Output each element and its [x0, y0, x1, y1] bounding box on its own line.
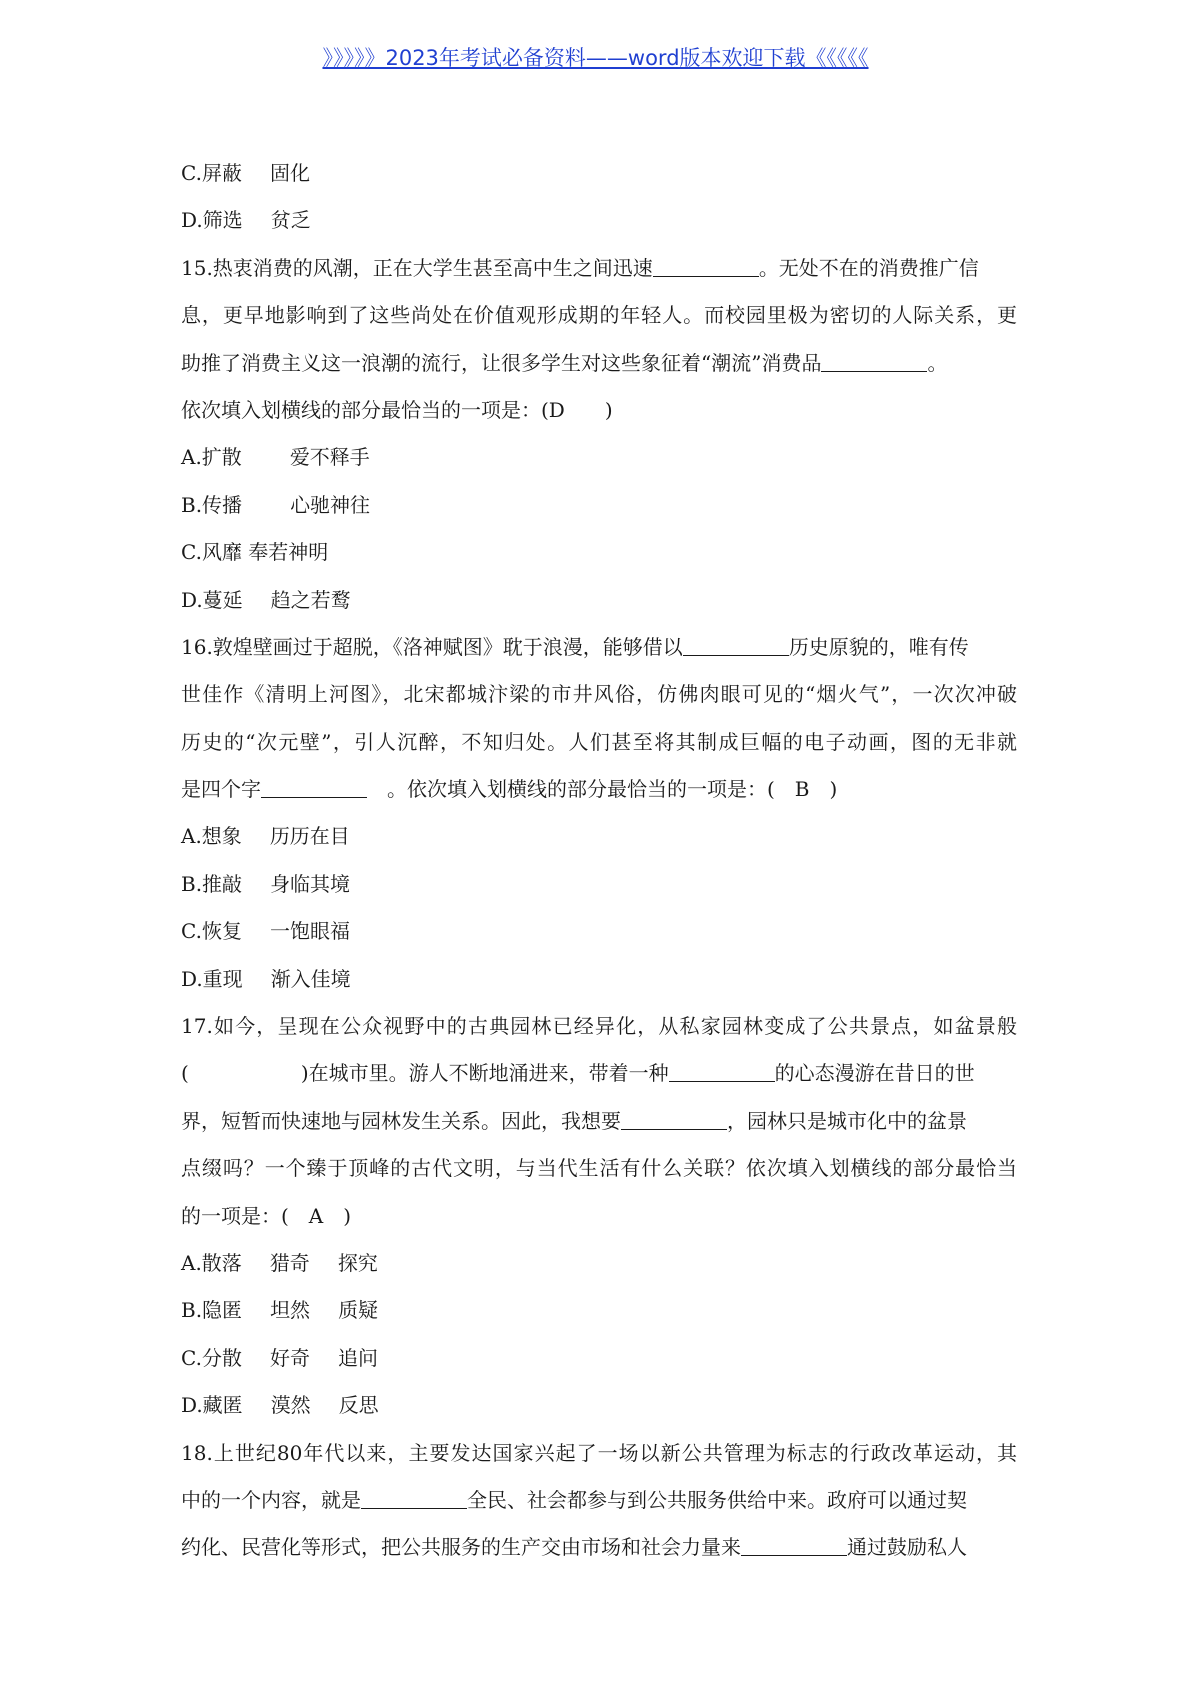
q17-answer-prompt: 的一项是：( A ) — [181, 1203, 352, 1228]
option-text: 贫乏 — [270, 208, 311, 233]
q14-option-c — [181, 150, 1017, 197]
fill-blank — [261, 775, 367, 798]
q18-line-3: 约化、民营化等形式，把公共服务的生产交由市场和社会力量来 通过鼓励私人 — [181, 1535, 967, 1560]
document-body — [181, 150, 1017, 1572]
fill-blank — [621, 1107, 727, 1130]
fill-blank — [821, 349, 927, 372]
fill-blank — [669, 1059, 775, 1082]
q16-line-3: 历史的“次元壁”，引人沉醉，不知归处。人们甚至将其制成巨幅的电子动画，图的无非就 — [181, 729, 1017, 754]
q17-line-2: ( )在城市里。游人不断地涌进来，带着一种 的心态漫游在昔日的世 — [181, 1061, 975, 1086]
q16-option-b: B.推敲 身临其境 — [181, 871, 351, 896]
q15-option-d: D.蔓延 趋之若鹜 — [181, 587, 351, 612]
q18-line-2: 中的一个内容，就是 全民、社会都参与到公共服务供给中来。政府可以通过契 — [181, 1487, 967, 1512]
q17-option-a: A.散落 猎奇 探究 — [181, 1250, 378, 1275]
fill-blank — [361, 1486, 467, 1509]
option-label: D.筛选 — [181, 208, 243, 233]
q16-option-d: D.重现 渐入佳境 — [181, 966, 351, 991]
q15-line-3: 助推了消费主义这一浪潮的流行，让很多学生对这些象征着“潮流”消费品 。 — [181, 350, 948, 375]
q17-line-3: 界，短暂而快速地与园林发生关系。因此，我想要 ，园林只是城市化中的盆景 — [181, 1108, 967, 1133]
q16-option-a: A.想象 历历在目 — [181, 824, 350, 849]
q15-option-a: A.扩散 爱不释手 — [181, 445, 370, 470]
fill-blank — [653, 254, 759, 277]
fill-blank — [683, 633, 789, 656]
q17-option-c: C.分散 好奇 追问 — [181, 1345, 378, 1370]
q15-line-2: 息，更早地影响到了这些尚处在价值观形成期的年轻人。而校园里极为密切的人际关系，更 — [181, 303, 1017, 328]
q14-option-d — [181, 197, 1017, 244]
q15-line-1: 15.热衷消费的风潮，正在大学生甚至高中生之间迅速 。无处不在的消费推广信 — [181, 255, 979, 280]
q18-line-1: 18.上世纪80年代以来，主要发达国家兴起了一场以新公共管理为标志的行政改革运动，其 — [181, 1440, 1017, 1465]
q16-line-4: 是四个字 。依次填入划横线的部分最恰当的一项是：( B ) — [181, 777, 838, 802]
fill-blank — [741, 1533, 847, 1556]
q15-answer-prompt: 依次填入划横线的部分最恰当的一项是：(D ) — [181, 397, 613, 422]
option-label: C.屏蔽 — [181, 161, 242, 185]
q16-option-c: C.恢复 一饱眼福 — [181, 919, 350, 944]
q15-option-b: B.传播 心驰神往 — [181, 492, 371, 517]
q17-line-4: 点缀吗？一个臻于顶峰的古代文明，与当代生活有什么关联？依次填入划横线的部分最恰当 — [181, 1156, 1017, 1181]
header-download-link[interactable]: 》》》》》2023年考试必备资料——word版本欢迎下载《《《《《 — [322, 46, 869, 70]
q15-option-c: C.风靡 奉若神明 — [181, 540, 329, 565]
option-text: 固化 — [269, 161, 310, 185]
q17-option-d: D.藏匿 漠然 反思 — [181, 1393, 379, 1418]
q16-line-1: 16.敦煌壁画过于超脱，《洛神赋图》耽于浪漫，能够借以 历史原貌的，唯有传 — [181, 634, 969, 659]
q16-line-2: 世佳作《清明上河图》，北宋都城汴梁的市井风俗，仿佛肉眼可见的“烟火气”，一次次冲破 — [181, 682, 1017, 707]
q17-option-b: B.隐匿 坦然 质疑 — [181, 1298, 379, 1323]
q17-line-1: 17.如今，呈现在公众视野中的古典园林已经异化，从私家园林变成了公共景点，如盆景般 — [181, 1014, 1017, 1039]
